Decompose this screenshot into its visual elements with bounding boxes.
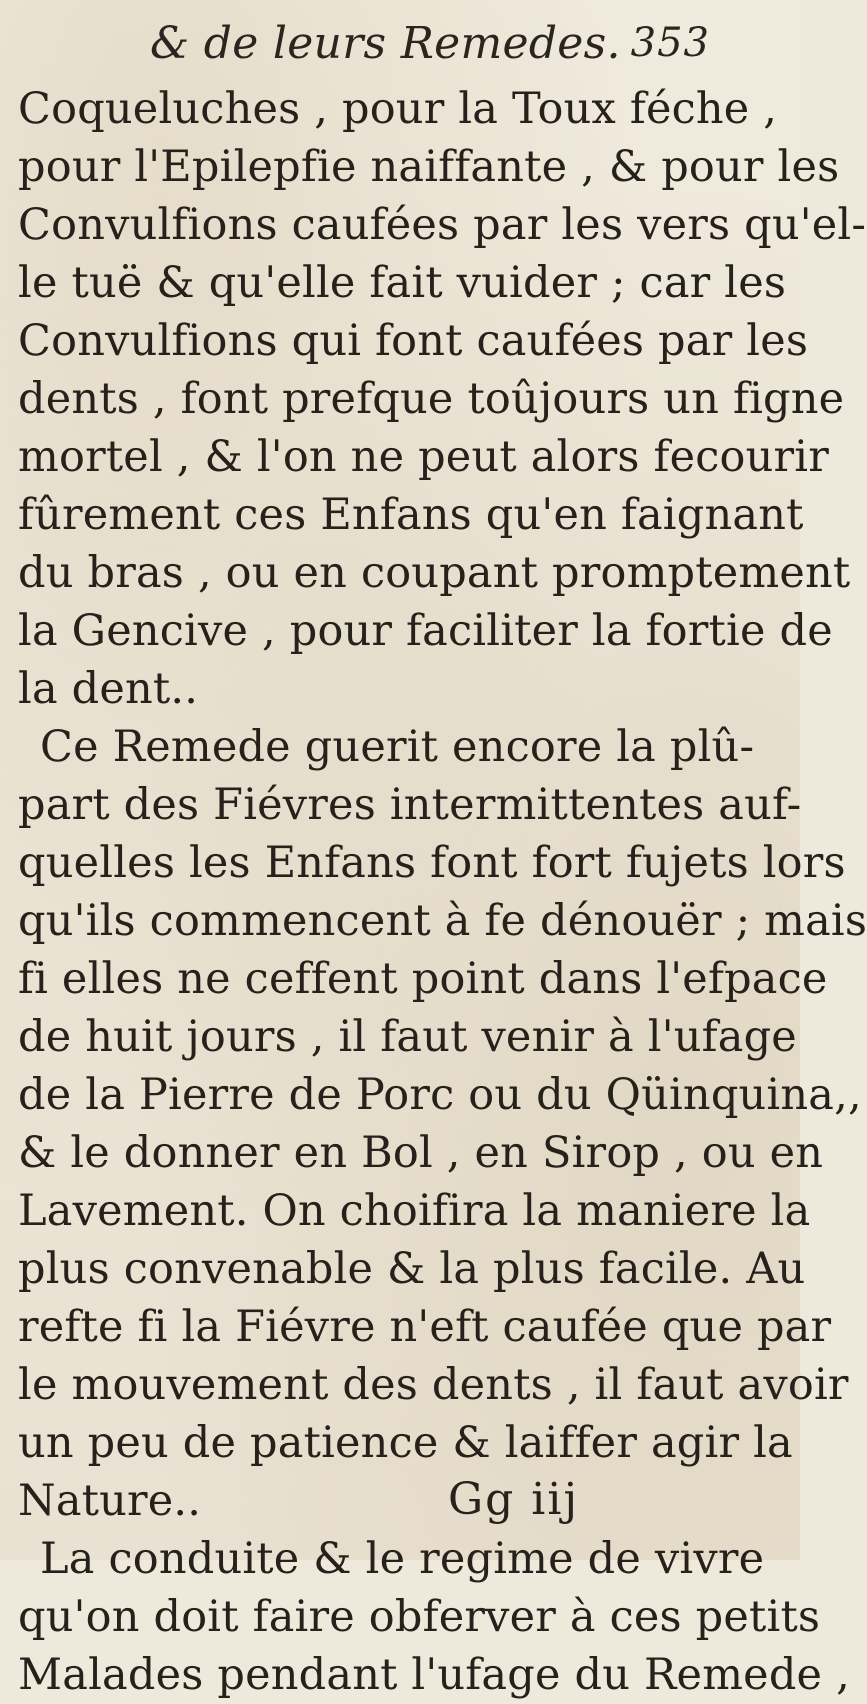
text-line: la dent.. xyxy=(18,664,199,714)
signature-mark: Gg iij xyxy=(448,1474,580,1525)
text-line: le tuë & qu'elle fait vuider ; car les xyxy=(18,258,787,308)
text-line: quelles les Enfans font fort fujets lors xyxy=(18,838,846,888)
text-line: un peu de patience & laiffer agir la xyxy=(18,1418,793,1468)
text-line: refte fi la Fiévre n'eft caufée que par xyxy=(18,1302,832,1352)
text-line: fûrement ces Enfans qu'en faignant xyxy=(18,490,804,540)
paragraph-start-line: Ce Remede guerit encore la plû- xyxy=(40,722,755,772)
text-line: le mouvement des dents , il faut avoir xyxy=(18,1360,849,1410)
text-line: part des Fiévres intermittentes auf- xyxy=(18,780,802,830)
text-line: de la Pierre de Porc ou du Qüinquina,, xyxy=(18,1070,862,1120)
text-line: & le donner en Bol , en Sirop , ou en xyxy=(18,1128,824,1178)
text-line: mortel , & l'on ne peut alors fecourir xyxy=(18,432,829,482)
text-line: Coqueluches , pour la Toux féche , xyxy=(18,84,778,134)
text-line: Convulfions caufées par les vers qu'el- xyxy=(18,200,867,250)
text-line: qu'ils commencent à fe dénouër ; mais xyxy=(18,896,867,946)
running-title: & de leurs Remedes. xyxy=(150,18,621,69)
text-line: fi elles ne ceffent point dans l'efpace xyxy=(18,954,828,1004)
text-line: dents , font prefque toûjours un figne xyxy=(18,374,845,424)
page-header xyxy=(150,18,710,78)
text-line: qu'on doit faire obferver à ces petits xyxy=(18,1592,821,1642)
text-line: Lavement. On choifira la maniere la xyxy=(18,1186,811,1236)
page-number: 353 xyxy=(630,20,710,66)
paragraph-start-line: La conduite & le regime de vivre xyxy=(40,1534,765,1584)
text-line: Nature.. xyxy=(18,1476,202,1526)
text-line: pour l'Epilepfie naiffante , & pour les xyxy=(18,142,840,192)
text-line: la Gencive , pour faciliter la fortie de xyxy=(18,606,833,656)
text-line: plus convenable & la plus facile. Au xyxy=(18,1244,806,1294)
text-line: de huit jours , il faut venir à l'ufage xyxy=(18,1012,797,1062)
text-line: Convulfions qui font caufées par les xyxy=(18,316,809,366)
text-line: du bras , ou en coupant promptement xyxy=(18,548,851,598)
text-line: Malades pendant l'ufage du Remede , xyxy=(18,1650,850,1700)
body-text xyxy=(18,80,867,1704)
